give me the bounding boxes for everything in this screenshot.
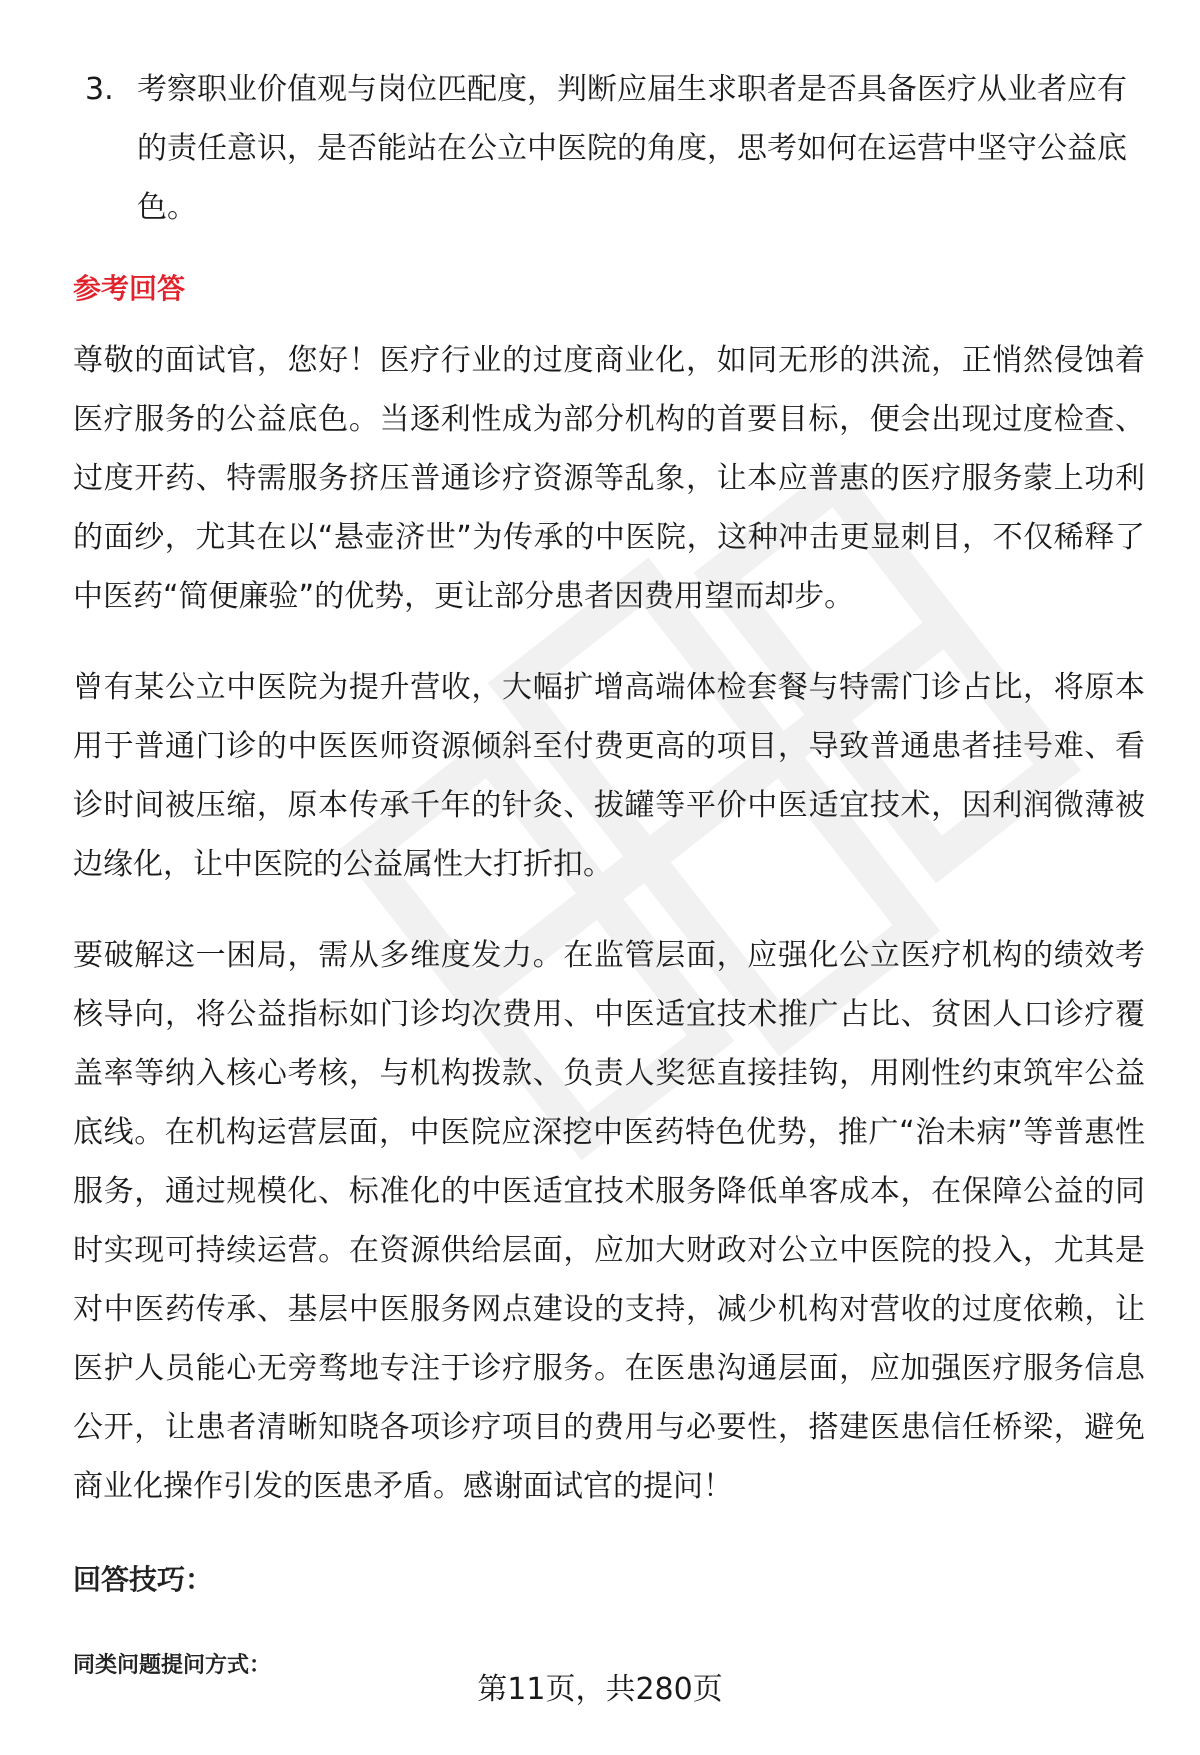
answer-paragraph-2: 曾有某公立中医院为提升营收，大幅扩增高端体检套餐与特需门诊占比，将原本用于普通门诊的中医医师资源倾斜至付费更高的项目，导致普通患者挂号难、看诊时间被压缩，原本传承千年的针灸、拔罐等平价中医适宜技术，因利润微薄被边缘化，让中医院的公益属性大打折扣。 [73,670,1145,882]
answer-tips-heading: 回答技巧： [73,1563,214,1596]
answer-paragraph-3: 要破解这一困局，需从多维度发力。在监管层面，应强化公立医疗机构的绩效考核导向，将公益指标如门诊均次费用、中医适宜技术推广占比、贫困人口诊疗覆盖率等纳入核心考核，与机构拨款、负责人奖惩直接挂钩，用刚性约束筑牢公益底线。在机构运营层面，中医院应深挖中医药特色优势，推广“治未病”等普惠性服务，通过规模化、标准化的中医适宜技术服务降低单客成本，在保障公益的同时实现可持续运营。在资源供给层面，应加大财政对公立中医院的投入，尤其是对中医药传承、基层中医服务网点建设的支持，减少机构对营收的过度依赖，让医护人员能心无旁骛地专注于诊疗服务。在医患沟通层面，应加强医疗服务信息公开，让患者清晰知晓各项诊疗项目的费用与必要性，搭建医患信任桥梁，避免商业化操作引发的医患矛盾。感谢面试官的提问！ [73,938,1145,1504]
list-item-text: 考察职业价值观与岗位匹配度，判断应届生求职者是否具备医疗从业者应有的责任意识，是否能站在公立中医院的角度，思考如何在运营中坚守公益底色。 [137,72,1127,225]
page-number-footer: 第11页，共280页 [477,1672,723,1707]
document-body [73,60,1145,1686]
similar-questions-heading: 同类问题提问方式： [73,1653,272,1678]
reference-answer-heading: 参考回答 [73,272,186,305]
answer-paragraph-1: 尊敬的面试官，您好！医疗行业的过度商业化，如同无形的洪流，正悄然侵蚀着医疗服务的公益底色。当逐利性成为部分机构的首要目标，便会出现过度检查、过度开药、特需服务挤压普通诊疗资源等乱象，让本应普惠的医疗服务蒙上功利的面纱，尤其在以“悬壶济世”为传承的中医院，这种冲击更显刺目，不仅稀释了中医药“简便廉验”的优势，更让部分患者因费用望而却步。 [73,343,1145,614]
list-item-3 [73,60,1145,237]
list-item-number: 3. [85,72,114,107]
